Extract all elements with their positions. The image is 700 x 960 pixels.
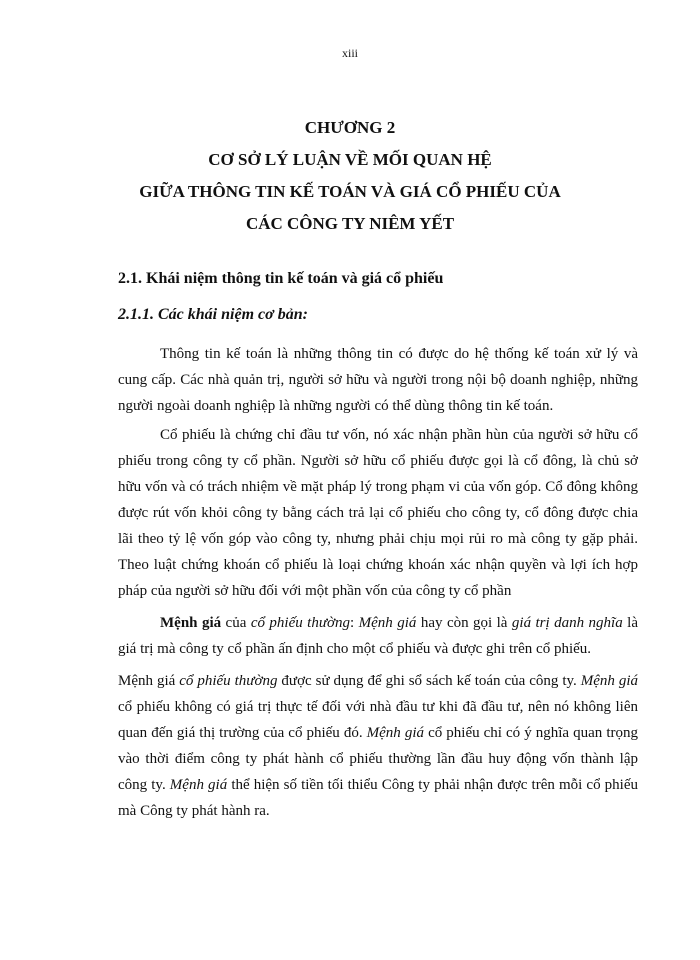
text-run: cổ phiếu chỉ có ý nghĩa quan trọng vào thời điểm công ty phát hành cổ phiếu thường lần đầu huy động vốn thành lập công ty.	[118, 725, 638, 793]
text-run: Mệnh giá	[118, 673, 180, 689]
text-run: thể hiện số tiền tối thiểu Công ty phải nhận được trên mỗi cổ phiếu mà Công ty phát hành ra.	[118, 777, 638, 819]
paragraph-par-value-definition	[118, 610, 638, 662]
term-italic: Mệnh giá	[366, 725, 425, 741]
term-italic: giá trị danh nghĩa	[511, 615, 623, 631]
text-run: cổ phiếu không có giá trị thực tế đối với nhà đầu tư khi đã đầu tư, nên nó không liên quan đến giá thị trường của cổ phiếu đó.	[118, 699, 638, 741]
term-italic: cổ phiếu thường	[250, 615, 351, 631]
term-italic: Mệnh giá	[169, 777, 228, 793]
term-italic: cổ phiếu thường	[179, 673, 278, 689]
chapter-heading	[0, 112, 700, 240]
paragraph-stock-definition	[118, 422, 638, 604]
page-number: xiii	[341, 46, 358, 60]
paragraph-accounting-info	[118, 341, 638, 419]
paragraph-text: Thông tin kế toán là những thông tin có được do hệ thống kế toán xử lý và cung cấp. Các nhà quản trị, người sở hữu và người trong nội bộ doanh nghiệp, những người ngoài doanh nghiệp là những người có thể dùng thông tin kế toán.	[118, 346, 638, 414]
paragraph-text	[118, 668, 638, 824]
term-italic: Mệnh giá	[358, 615, 417, 631]
text-run: là giá trị mà công ty cổ phần ấn định cho một cổ phiếu và được ghi trên cổ phiếu.	[118, 615, 638, 657]
chapter-title-line-2: GIỮA THÔNG TIN KẾ TOÁN VÀ GIÁ CỔ PHIẾU CỦA	[139, 182, 561, 201]
subsection-heading: 2.1.1. Các khái niệm cơ bản:	[118, 306, 308, 323]
paragraph-par-value-usage	[118, 668, 638, 824]
section-heading: 2.1. Khái niệm thông tin kế toán và giá cổ phiếu	[118, 270, 444, 287]
paragraph-text	[118, 610, 638, 662]
text-run: của	[221, 615, 251, 631]
text-run: hay còn gọi là	[416, 615, 512, 631]
term-italic: Mệnh giá	[580, 673, 639, 689]
text-run: :	[350, 615, 359, 631]
chapter-title-line-1: CƠ SỞ LÝ LUẬN VỀ MỐI QUAN HỆ	[208, 150, 492, 169]
text-run: được sử dụng để ghi sổ sách kế toán của công ty.	[277, 673, 581, 689]
chapter-number: CHƯƠNG 2	[304, 118, 396, 137]
term-bold: Mệnh giá	[160, 615, 222, 631]
paragraph-text: Cổ phiếu là chứng chỉ đầu tư vốn, nó xác nhận phần hùn của người sở hữu cổ phiếu trong công ty cổ phần. Người sở hữu cổ phiếu được gọi là cổ đông, là chủ sở hữu vốn và có trách nhiệm về mặt pháp lý trong phạm vi của vốn góp. Cổ đông không được rút vốn khỏi công ty bằng cách trả lại cổ phiếu cho công ty, cổ đông được chia lãi theo tỷ lệ vốn góp vào công ty, nhưng phải chịu mọi rủi ro mà công ty gặp phải. Theo luật chứng khoán cổ phiếu là loại chứng khoán xác nhận quyền và lợi ích hợp pháp của người sở hữu đối với một phần vốn của công ty cổ phần	[118, 427, 638, 599]
chapter-title-line-3: CÁC CÔNG TY NIÊM YẾT	[245, 214, 455, 233]
